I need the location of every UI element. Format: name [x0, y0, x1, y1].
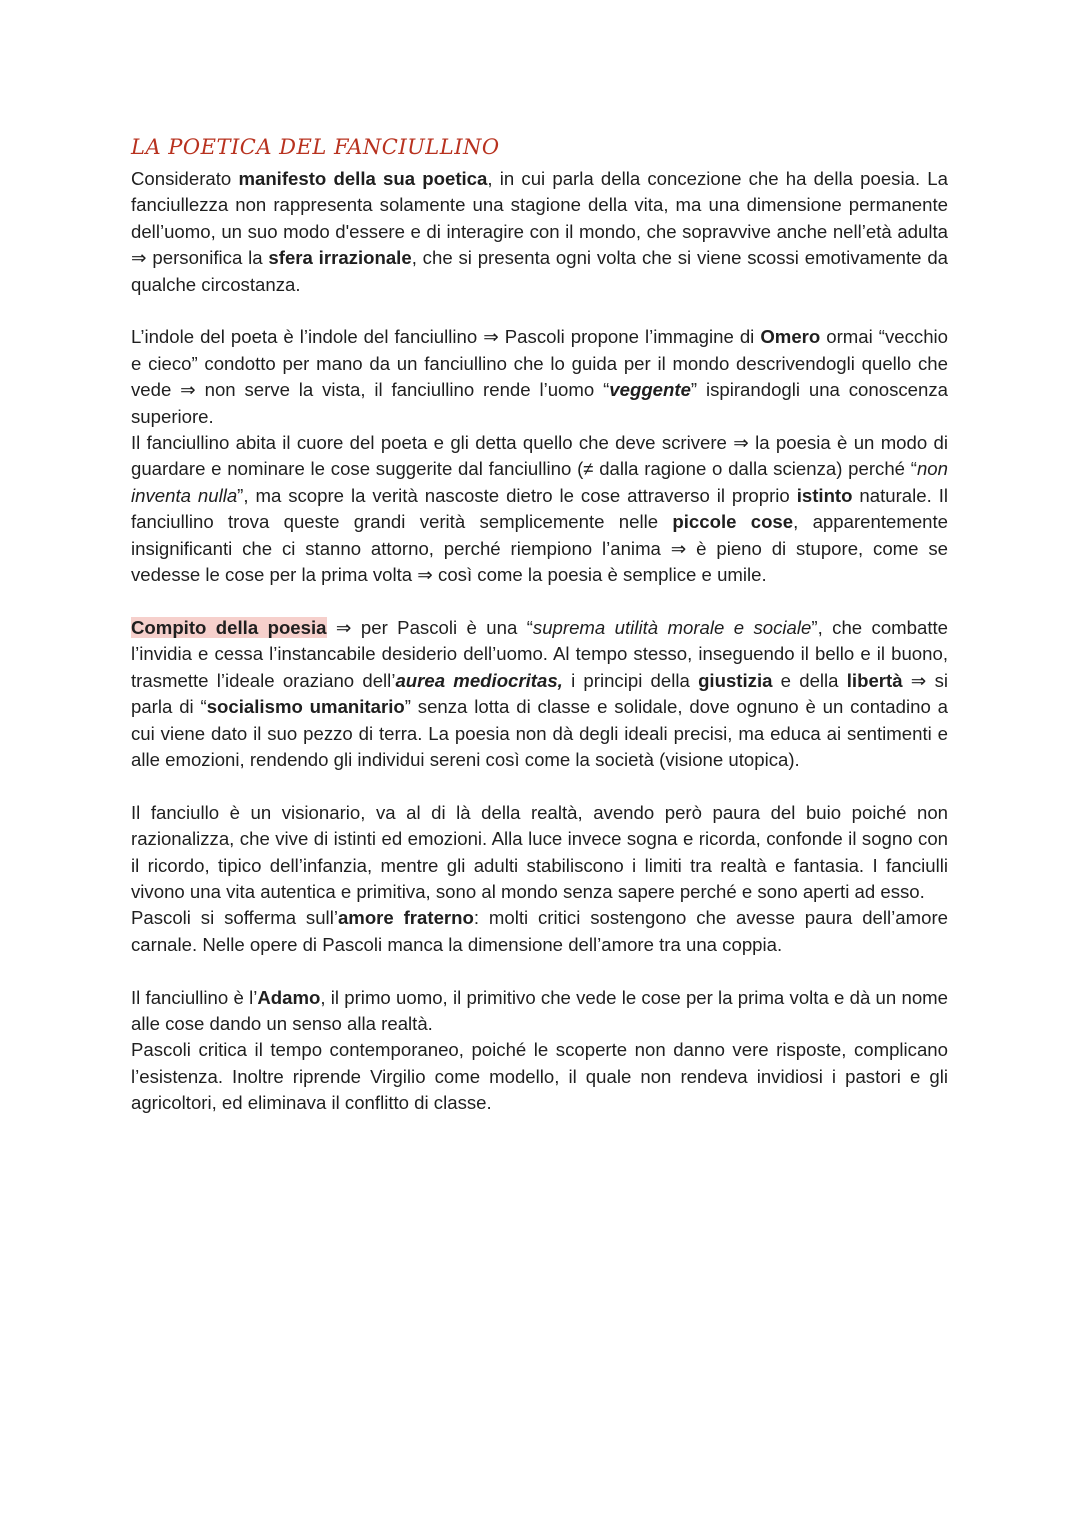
bold-text: libertà — [846, 669, 903, 691]
text: i principi della — [562, 669, 699, 691]
text: Il fanciullino è l’ — [131, 986, 258, 1008]
bold-text: piccole cose — [672, 511, 794, 533]
text: ” ispirandogli una conoscenza superiore. — [131, 379, 948, 427]
bold-text: Omero — [760, 326, 821, 348]
text: Il fanciullino abita il cuore del poeta e gli detta quello che deve scrivere ⇒ la poesia è un modo di guardare e nominare le cose suggerite dal fanciullino (≠ dalla ragione o dalla scienza) perché “ — [131, 432, 948, 480]
text: naturale. Il fanciullino trova queste grandi verità semplicemente nelle — [131, 484, 948, 533]
text: L’indole del poeta è l’indole del fanciullino ⇒ Pascoli propone l’immagine di — [131, 326, 761, 348]
text: Pascoli critica il tempo contemporaneo, poiché le scoperte non danno vere risposte, complicano l’esistenza. Inoltre riprende Virgilio come modello, il quale non rendeva invidiosi i pastori e gli agricoltori, ed eliminava il conflitto di classe. — [131, 1039, 948, 1114]
paragraph-gap — [131, 298, 948, 324]
text: ⇒ per Pascoli è una “ — [326, 616, 533, 638]
paragraph-gap — [131, 588, 948, 614]
text: ⇒ si parla di “ — [131, 669, 949, 718]
text: Pascoli si sofferma sull’ — [131, 907, 338, 929]
paragraph-amore-fraterno — [131, 905, 948, 958]
highlighted-heading: Compito della poesia — [131, 616, 327, 638]
paragraph-manifesto — [131, 166, 948, 298]
paragraph-gap — [131, 773, 948, 799]
text: e della — [772, 669, 847, 691]
paragraph-compito-poesia — [131, 615, 948, 773]
text: : molti critici sostengono che avesse paura dell’amore carnale. Nelle opere di Pascoli manca la dimensione dell’amore tra una coppia. — [131, 907, 948, 955]
page-title: LA POETICA DEL FANCIULLINO — [131, 135, 500, 159]
paragraph-gap — [131, 958, 948, 984]
text: , che si presenta ogni volta che si viene scossi emotivamente da qualche circostanza. — [131, 247, 949, 295]
text: ormai “vecchio e cieco” condotto per mano da un fanciullino che lo guida per il mondo descrivendogli quello che vede ⇒ non serve la vista, il fanciullino rende l’uomo “ — [131, 326, 949, 401]
bold-text: manifesto della sua poetica — [238, 168, 488, 189]
bold-text: sfera irrazionale — [268, 247, 412, 269]
bold-text: amore fraterno — [337, 907, 474, 929]
paragraph-omero — [131, 324, 948, 430]
italic-text: non inventa nulla — [131, 458, 948, 506]
bold-text: istinto — [796, 484, 853, 506]
bold-text: giustizia — [698, 669, 773, 691]
text: , in cui parla della concezione che ha della poesia. La fanciullezza non rappresenta solamente una stagione della vita, ma una dimensione permanente dell’uomo, un suo modo d'essere e di interagire con il mondo, che sopravvive anche nell’età adulta ⇒ personifica la — [131, 168, 948, 269]
paragraph-visionario — [131, 800, 948, 906]
paragraph-cuore-del-poeta — [131, 430, 948, 588]
text: Considerato — [131, 168, 239, 189]
bold-text: Adamo — [257, 986, 321, 1008]
bold-italic-text: veggente — [609, 379, 691, 401]
bold-text: socialismo umanitario — [206, 696, 405, 718]
text: ” senza lotta di classe e solidale, dove ognuno è un contadino a cui viene dato il suo pezzo di terra. La poesia non dà degli ideali precisi, ma educa ai sentimenti e alle emozioni, rendendo gli individui sereni così come la società (visione utopica). — [131, 696, 948, 770]
text: , il primo uomo, il primitivo che vede le cose per la prima volta e dà un nome alle cose dando un senso alla realtà. — [131, 986, 948, 1034]
document-page — [131, 132, 948, 1117]
italic-text: suprema utilità morale e sociale — [532, 616, 812, 638]
text: ”, ma scopre la verità nascoste dietro le cose attraverso il proprio — [237, 484, 797, 506]
paragraph-tempo-contemporaneo — [131, 1037, 948, 1116]
text: Il fanciullo è un visionario, va al di là della realtà, avendo però paura del buio poiché non razionalizza, che vive di istinti ed emozioni. Alla luce invece sogna e ricorda, confonde il sogno con il ricordo, tipico dell’infanzia, mentre gli adulti stabiliscono i limiti tra realtà e fantasia. I fanciulli vivono una vita autentica e primitiva, sono al mondo senza sapere perché e sono aperti ad esso. — [131, 801, 948, 902]
text: , apparentemente insignificanti che ci stanno attorno, perché riempiono l’anima ⇒ è pieno di stupore, come se vedesse le cose per la prima volta ⇒ così come la poesia è semplice e umile. — [131, 511, 949, 586]
paragraph-adamo — [131, 985, 948, 1038]
text: ”, che combatte l’invidia e cessa l’instancabile desiderio dell’uomo. Al tempo stesso, inseguendo il bello e il buono, trasmette l’ideale oraziano dell’ — [131, 616, 949, 691]
bold-italic-text: aurea mediocritas, — [395, 669, 563, 691]
